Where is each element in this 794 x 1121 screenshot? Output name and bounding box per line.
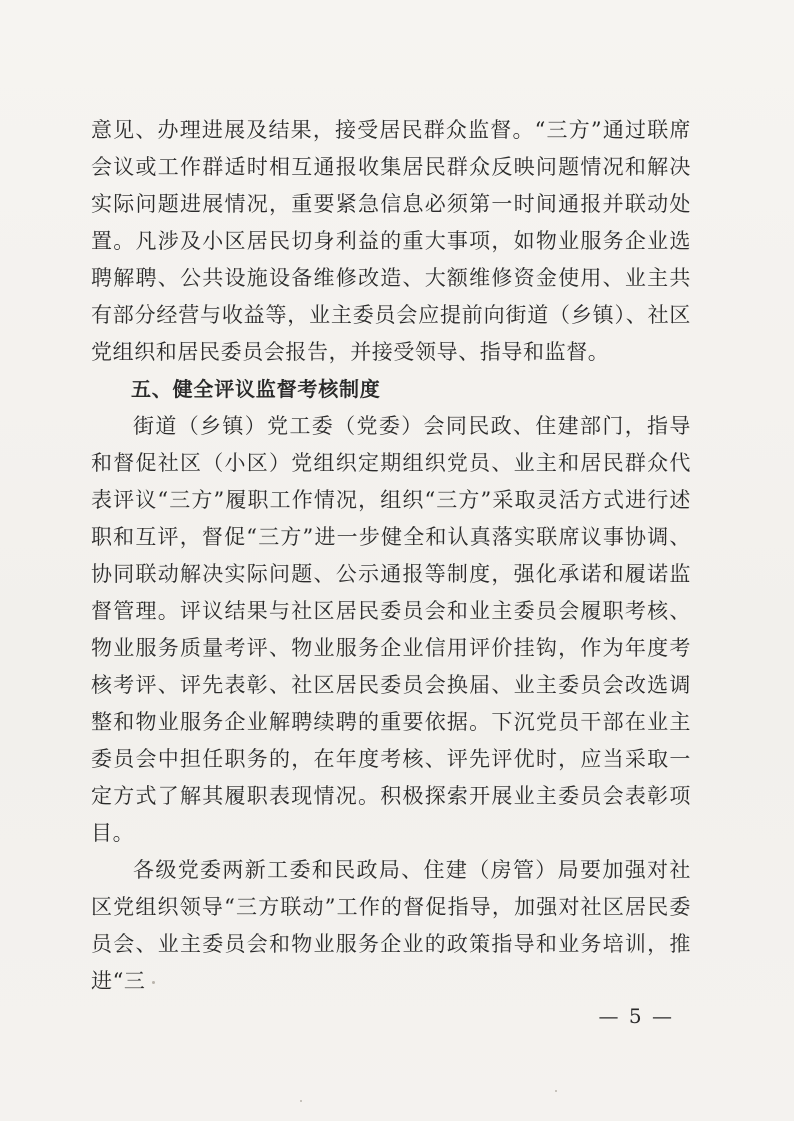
scan-speck	[152, 981, 155, 984]
page-number: — 5 —	[598, 1004, 674, 1028]
paragraph-evaluation: 街道（乡镇）党工委（党委）会同民政、住建部门，指导和督促社区（小区）党组织定期组织党员、业主和居民群众代表评议“三方”履职工作情况，组织“三方”采取灵活方式进行述职和互评，督促“三方”进一步健全和认真落实联席议事协调、协同联动解决实际问题、公示通报等制度，强化承诺和履诺监督管理。评议结果与社区居民委员会和业主委员会履职考核、物业服务质量考评、物业服务企业信用评价挂钩，作为年度考核考评、评先表彰、社区居民委员会换届、业主委员会改选调整和物业服务企业解聘续聘的重要依据。下沉党员干部在业主委员会中担任职务的，在年度考核、评先评优时，应当采取一定方式了解其履职表现情况。积极探索开展业主委员会表彰项目。	[91, 414, 691, 845]
scan-speck	[555, 1090, 557, 1092]
paragraph-guidance: 各级党委两新工委和民政局、住建（房管）局要加强对社区党组织领导“三方联动”工作的督促指导，加强对社区居民委员会、业主委员会和物业服务企业的政策指导和业务培训，推进“三	[91, 858, 691, 993]
scan-speck	[300, 1100, 302, 1102]
section-heading: 五、健全评议监督考核制度	[131, 377, 381, 401]
document-body	[91, 112, 691, 1000]
paragraph-continuation: 意见、办理进展及结果，接受居民群众监督。“三方”通过联席会议或工作群适时相互通报收集居民群众反映问题情况和解决实际问题进展情况，重要紧急信息必须第一时间通报并联动处置。凡涉及小区居民切身利益的重大事项，如物业服务企业选聘解聘、公共设施设备维修改造、大额维修资金使用、业主共有部分经营与收益等，业主委员会应提前向街道（乡镇）、社区党组织和居民委员会报告，并接受领导、指导和监督。	[91, 118, 691, 364]
